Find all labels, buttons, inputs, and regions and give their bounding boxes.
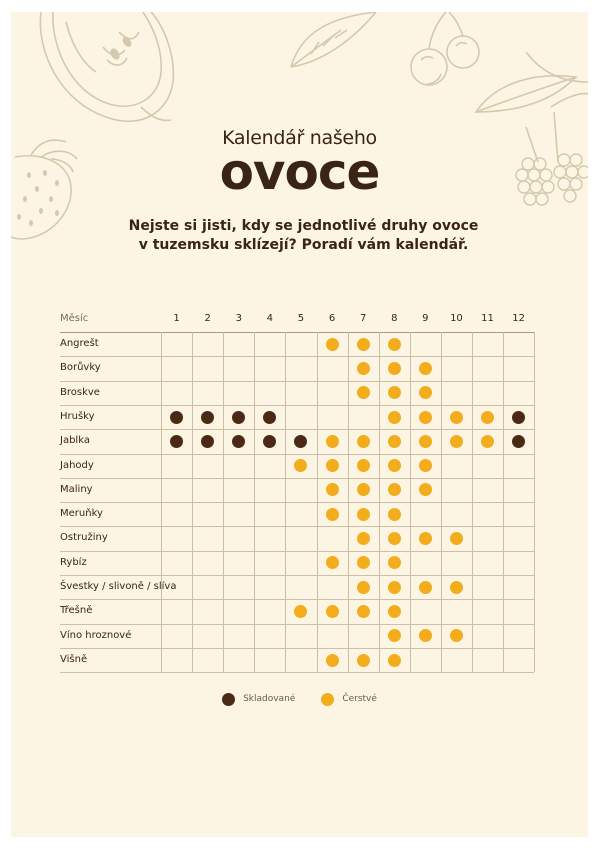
month-header-9: 9 xyxy=(422,313,429,324)
fresh-dot xyxy=(357,654,370,667)
grid-col-line xyxy=(254,332,255,672)
fruit-label: Broskve xyxy=(60,386,100,398)
fresh-dot xyxy=(357,435,370,448)
grid-col-line xyxy=(285,332,286,672)
grid-row-line xyxy=(60,624,534,625)
grid-row-line xyxy=(60,405,534,406)
fruit-label: Maliny xyxy=(60,483,93,495)
grid-col-line xyxy=(348,332,349,672)
fresh-dot xyxy=(388,362,401,375)
fresh-dot xyxy=(357,386,370,399)
grid-col-line xyxy=(223,332,224,672)
month-header-8: 8 xyxy=(391,313,398,324)
stored-dot xyxy=(263,435,276,448)
page-title-line1: Kalendář našeho xyxy=(222,127,377,149)
month-header-11: 11 xyxy=(481,313,494,324)
grid-col-line xyxy=(317,332,318,672)
fresh-dot xyxy=(450,435,463,448)
fresh-dot xyxy=(326,605,339,618)
fresh-dot xyxy=(388,556,401,569)
stored-dot xyxy=(232,435,245,448)
fruit-label: Švestky / slivoně / slíva xyxy=(60,581,177,592)
fresh-dot xyxy=(388,508,401,521)
fresh-dot xyxy=(388,411,401,424)
grid-col-line xyxy=(192,332,193,672)
calendar-page xyxy=(11,12,588,837)
fresh-dot xyxy=(450,629,463,642)
grid-row-line xyxy=(60,599,534,600)
fresh-dot xyxy=(294,459,307,472)
fresh-dot xyxy=(357,483,370,496)
fresh-dot xyxy=(450,532,463,545)
legend-item-fresh xyxy=(321,693,377,706)
fresh-dot xyxy=(419,629,432,642)
legend xyxy=(11,691,588,707)
fresh-dot xyxy=(388,654,401,667)
fruit-label: Rybíz xyxy=(60,556,87,568)
legend-label-fresh: Čerstvé xyxy=(342,694,377,704)
fresh-dot xyxy=(450,581,463,594)
month-header-1: 1 xyxy=(173,313,180,324)
month-header-4: 4 xyxy=(266,313,274,324)
fruit-label: Hrušky xyxy=(60,410,95,422)
fresh-dot xyxy=(388,532,401,545)
grid-row-line xyxy=(60,575,534,576)
fruit-label: Víno hroznové xyxy=(60,629,132,641)
page-title-line2: ovoce xyxy=(219,143,380,201)
fresh-dot-icon xyxy=(321,693,334,706)
fresh-dot xyxy=(326,459,339,472)
fresh-dot xyxy=(357,508,370,521)
grid-col-line xyxy=(472,332,473,672)
month-header-2: 2 xyxy=(204,313,211,324)
fresh-dot xyxy=(326,483,339,496)
fresh-dot xyxy=(419,411,432,424)
legend-item-stored xyxy=(222,693,295,706)
fresh-dot xyxy=(419,532,432,545)
stored-dot xyxy=(294,435,307,448)
grid-col-line xyxy=(534,332,535,672)
fresh-dot xyxy=(357,605,370,618)
grid-row-line xyxy=(60,454,534,455)
fresh-dot xyxy=(450,411,463,424)
fresh-dot xyxy=(419,581,432,594)
fresh-dot xyxy=(388,386,401,399)
month-header-label: Měsíc xyxy=(60,313,89,324)
subtitle-line2: v tuzemsku sklízejí? Poradí vám kalendář. xyxy=(138,237,469,253)
grid-row-line xyxy=(60,478,534,479)
fresh-dot xyxy=(357,362,370,375)
fresh-dot xyxy=(481,435,494,448)
fresh-dot xyxy=(419,435,432,448)
fresh-dot xyxy=(357,532,370,545)
grid-row-line xyxy=(60,672,534,673)
fresh-dot xyxy=(388,459,401,472)
fruit-label: Jablka xyxy=(60,435,90,447)
fresh-dot xyxy=(388,338,401,351)
fresh-dot xyxy=(294,605,307,618)
grid-row-line xyxy=(60,551,534,552)
fresh-dot xyxy=(326,654,339,667)
stored-dot xyxy=(512,435,525,448)
fresh-dot xyxy=(388,483,401,496)
fresh-dot xyxy=(357,581,370,594)
fresh-dot xyxy=(419,459,432,472)
fruit-label: Meruňky xyxy=(60,508,103,520)
fruit-label: Ostružiny xyxy=(60,532,108,544)
fresh-dot xyxy=(419,483,432,496)
grid-row-line xyxy=(60,648,534,649)
month-header-6: 6 xyxy=(328,313,336,324)
fruit-label: Třešně xyxy=(60,605,93,617)
stored-dot xyxy=(201,435,214,448)
stored-dot xyxy=(512,411,525,424)
legend-label-stored: Skladované xyxy=(243,694,296,704)
grid-col-line xyxy=(161,332,162,672)
fresh-dot xyxy=(357,459,370,472)
month-header-5: 5 xyxy=(297,313,305,324)
stored-dot xyxy=(263,411,276,424)
fresh-dot xyxy=(326,556,339,569)
month-header-3: 3 xyxy=(235,313,242,324)
fresh-dot xyxy=(388,605,401,618)
stored-dot xyxy=(170,435,183,448)
fruit-label: Višně xyxy=(60,653,88,665)
grid-row-line xyxy=(60,429,534,430)
grid-col-line xyxy=(410,332,411,672)
grid-row-line xyxy=(60,381,534,382)
fruit-label: Jahody xyxy=(60,459,94,471)
fresh-dot xyxy=(326,338,339,351)
fruit-label: Borůvky xyxy=(60,362,101,374)
fresh-dot xyxy=(388,435,401,448)
fresh-dot xyxy=(326,508,339,521)
grid-row-line xyxy=(60,332,534,333)
month-header-10: 10 xyxy=(450,313,463,324)
stored-dot xyxy=(170,411,183,424)
fresh-dot xyxy=(388,581,401,594)
fresh-dot xyxy=(481,411,494,424)
stored-dot xyxy=(232,411,245,424)
fresh-dot xyxy=(419,386,432,399)
fruit-label: Angrešt xyxy=(60,338,99,349)
grid-row-line xyxy=(60,356,534,357)
month-header-12: 12 xyxy=(512,313,525,324)
grid-col-line xyxy=(503,332,504,672)
stored-dot-icon xyxy=(222,693,235,706)
subtitle-line1: Nejste si jisti, kdy se jednotlivé druhy ovoce xyxy=(128,218,479,234)
fresh-dot xyxy=(357,556,370,569)
grid-col-line xyxy=(441,332,442,672)
fresh-dot xyxy=(388,629,401,642)
harvest-calendar-table xyxy=(11,12,588,837)
fresh-dot xyxy=(357,338,370,351)
grid-row-line xyxy=(60,526,534,527)
grid-col-line xyxy=(379,332,380,672)
month-header-7: 7 xyxy=(359,313,367,324)
stored-dot xyxy=(201,411,214,424)
fresh-dot xyxy=(419,362,432,375)
grid-row-line xyxy=(60,502,534,503)
fresh-dot xyxy=(326,435,339,448)
